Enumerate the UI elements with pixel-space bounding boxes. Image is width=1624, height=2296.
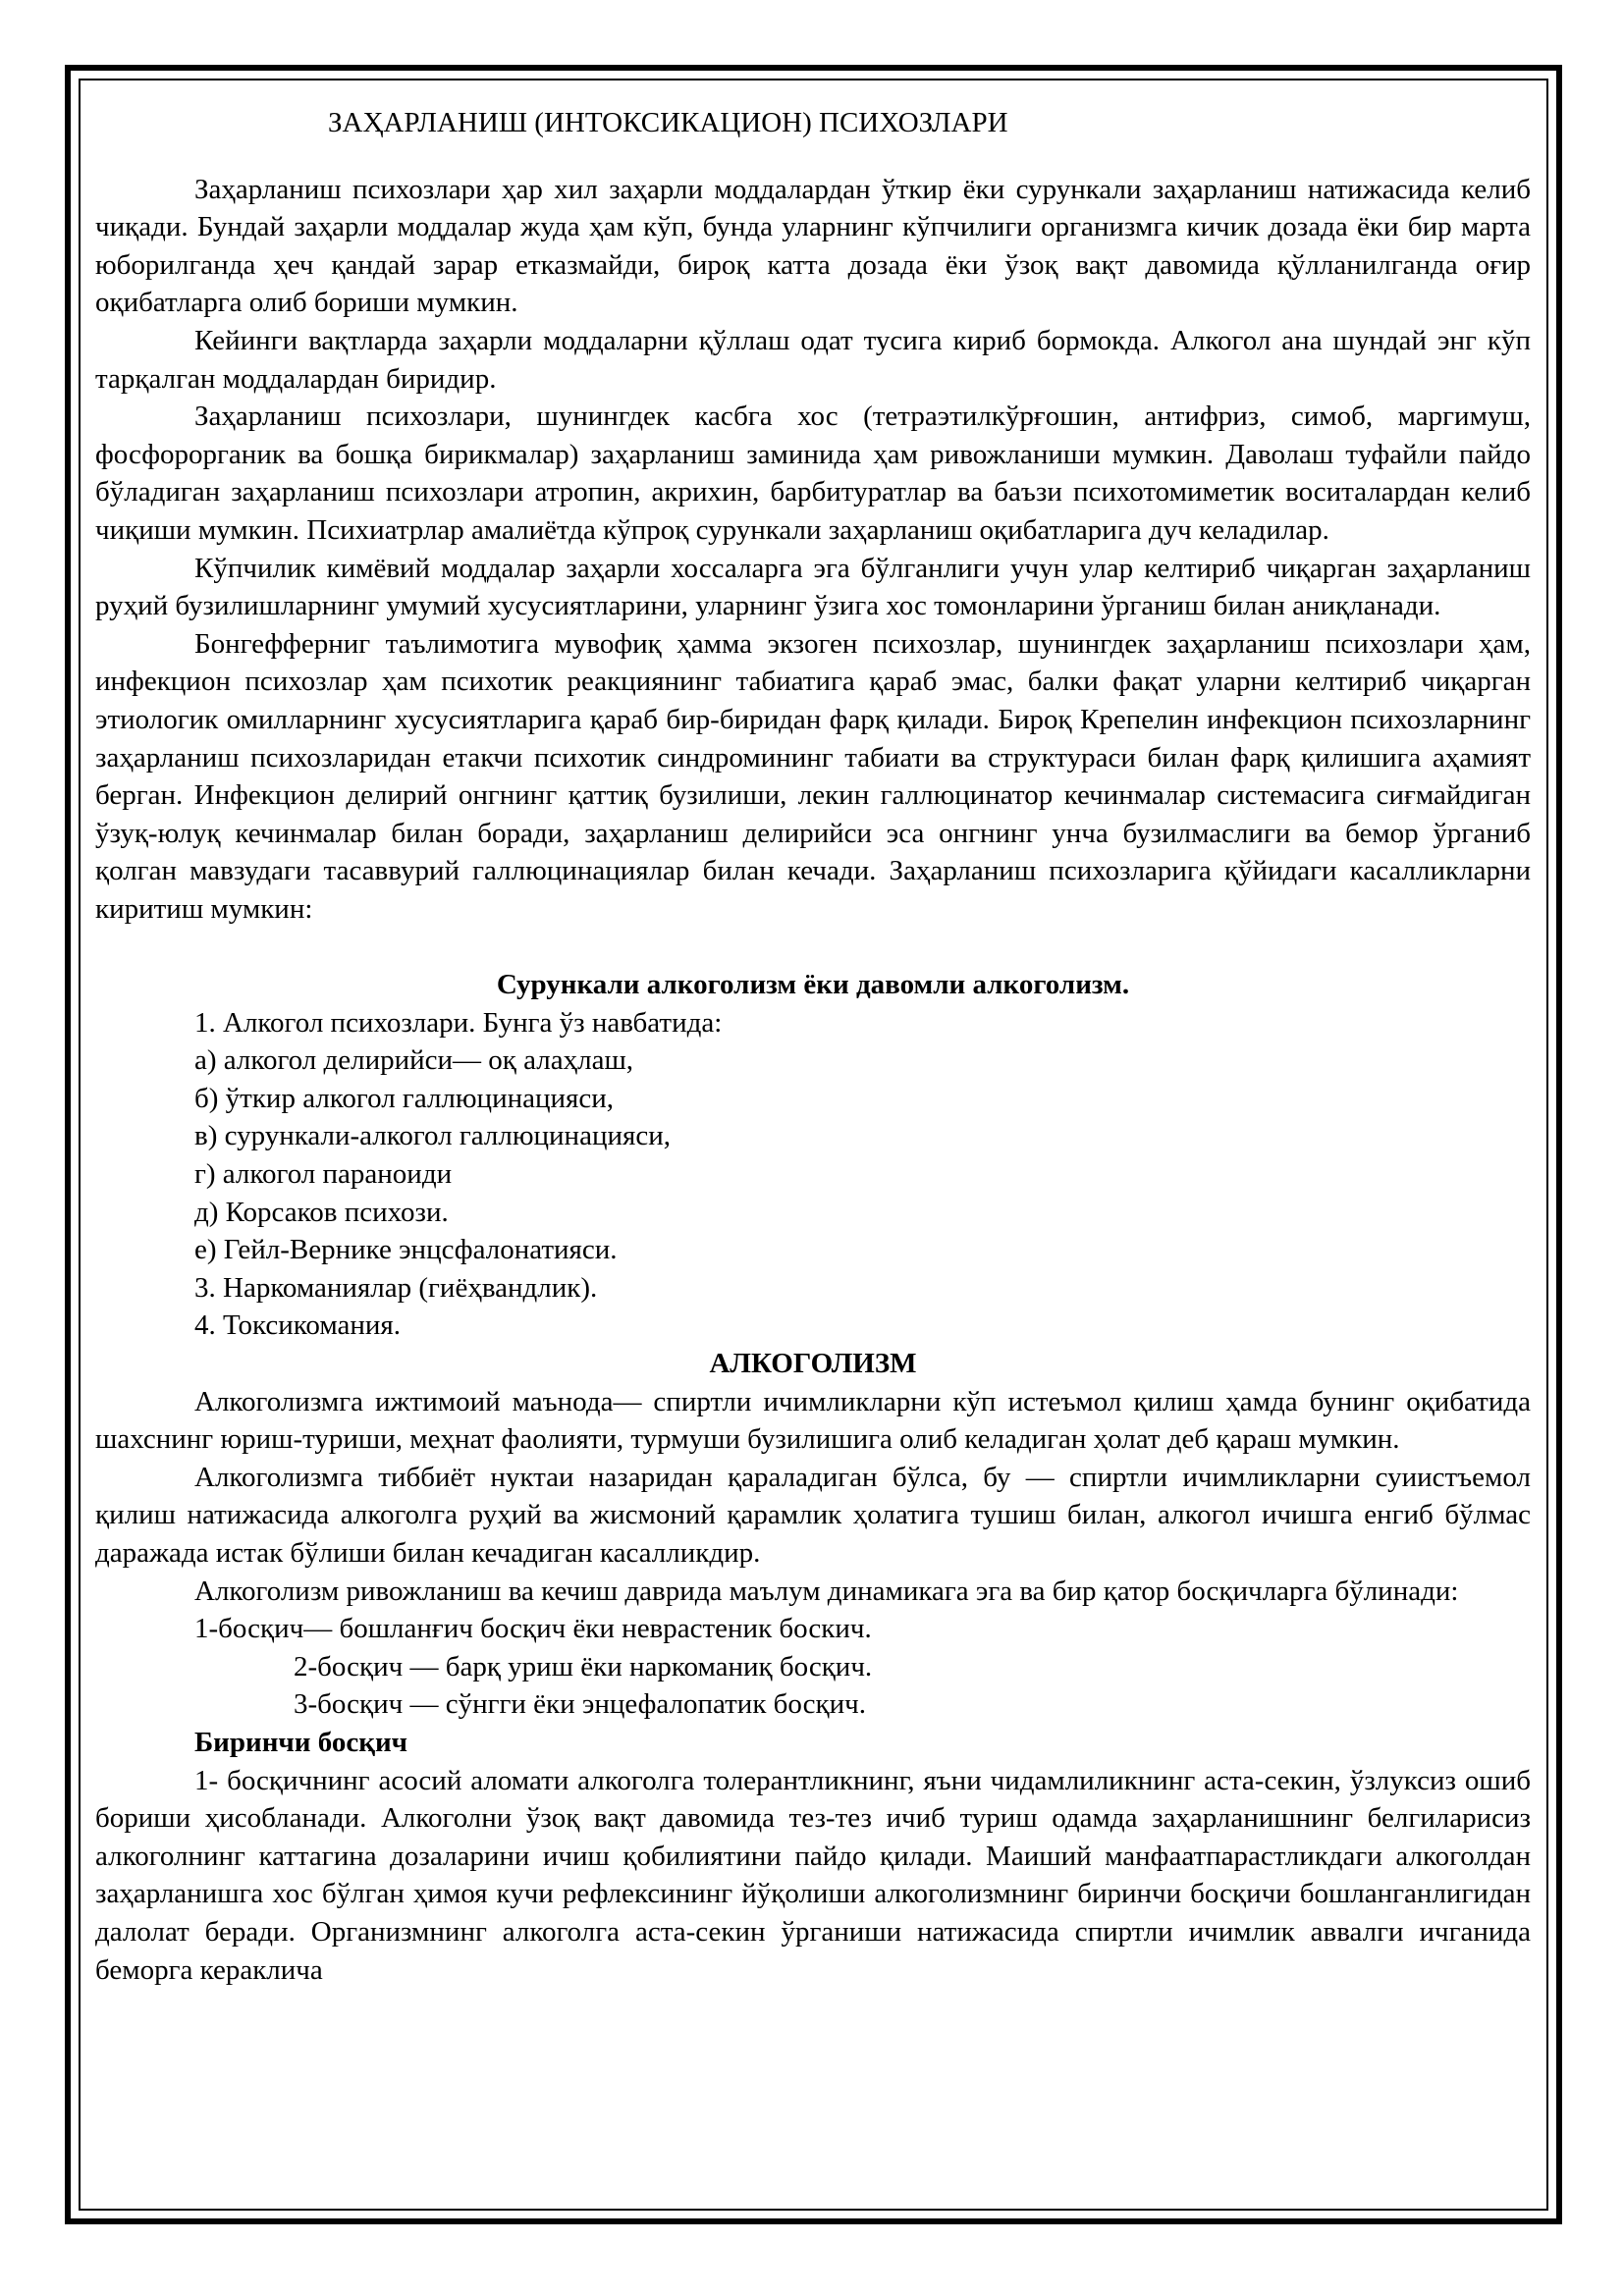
list-item: а) алкогол делирийси— оқ алаҳлаш, [194,1044,634,1077]
alcoholism-paragraph: Алкоголизм ривожланиш ва кечиш даврида маълум динамикага эга ва бир қатор босқичларга бўлинади: [194,1575,1459,1607]
alcoholism-paragraph: Алкоголизмга ижтимоий маънода— спиртли ичимликларни кўп истеъмол қилиш ҳамда бунинг оқибатида шахснинг юриш-туриши, меҳнат фаолияти, турмуши бузилишига олиб келадиган ҳолат деб қараш мумкин. [95,1385,1531,1456]
alcoholism-heading: АЛКОГОЛИЗМ [709,1348,917,1379]
document-body [95,104,1531,1989]
intro-paragraph: Кўпчилик кимёвий моддалар заҳарли хоссаларга эга бўлганлиги учун улар келтириб чиқарган заҳарланиш руҳий бузилишларнинг умумий хусусиятларини, уларнинг ўзига хос томонларини ўрганиш билан аниқланади. [95,552,1531,622]
list-item: 4. Токсикомания. [194,1309,402,1342]
first-stage-paragraph: 1- босқичнинг асосий аломати алкоголга толерантликнинг, яъни чидамлиликнинг аста-секин, ўзлуксиз ошиб бориши ҳисобланади. Алкоголни ўзоқ вақт давомида тез-тез ичиб туриш одамда заҳарланишнинг белгиларисиз алкоголнинг каттагина дозаларини ичиш қобилиятини пайдо қилади. Маиший манфаатпарастликдаги алкоголдан заҳарланишга хос бўлган ҳимоя кучи рефлексининг йўқолиши алкоголизмнинг биринчи босқичи бошланганлигидан далолат беради. Организмнинг алкоголга аста-секин ўрганиши натижасида спиртли ичимлик аввалги ичганида беморга кераклича [95,1764,1531,1986]
intro-paragraph: Бонгефферниг таълимотига мувофиқ ҳамма экзоген психозлар, шунингдек заҳарланиш психозлари ҳам, инфекцион психозлар ҳам психотик реакциянинг табиатига қараб эмас, балки фақат уларни келтириб чиқарган этиологик омилларнинг хусусиятларига қараб бир-биридан фарқ қилади. Бироқ Крепелин инфекцион психозларнинг заҳарланиш психозларидан етакчи психотик синдромининг табиати ва структураси билан фарқ қилишига аҳамият берган. Инфекцион делирий онгнинг қаттиқ бузилиши, лекин галлюцинатор кечинмалар системасига сиғмайдиган ўзуқ-юлуқ кечинмалар билан боради, заҳарланиш делирийси эса онгнинг унча бузилмаслиги ва бемор ўрганиб қолган мавзудаги тасаввурий галлюцинациялар билан кечади. Заҳарланиш психозларига қўйидаги касалликларни киритиш мумкин: [95,627,1531,925]
list-item: г) алкогол параноиди [194,1158,453,1191]
stage-item: 3-босқич — сўнгги ёки энцефалопатик босқич. [294,1688,866,1721]
list-item: б) ўткир алкогол галлюцинацияси, [194,1082,614,1114]
list-item: е) Гейл-Вернике энцсфалонатияси. [194,1234,618,1266]
document-title: ЗАҲАРЛАНИШ (ИНТОКСИКАЦИОН) ПСИХОЗЛАРИ [328,107,1008,138]
alcoholism-paragraph: Алкоголизмга тиббиёт нуктаи назаридан қараладиган бўлса, бу — спиртли ичимликларни суиистъемол қилиш натижасида алкоголга руҳий ва жисмоний қарамлик ҳолатига тушиш билан, алкогол ичишга енгиб бўлмас даражада истак бўлиши билан кечадиган касалликдир. [95,1461,1531,1569]
intro-paragraph: Заҳарланиш психозлари ҳар хил заҳарли моддалардан ўткир ёки сурункали заҳарланиш натижасида келиб чиқади. Бундай заҳарли моддалар жуда ҳам кўп, бунда уларнинг кўпчилиги организмга кичик дозада ёки бир марта юборилганда ҳеч қандай зарар етказмайди, бироқ катта дозада ёки ўзоқ вақт давомида қўлланилганда оғир оқибатларга олиб бориши мумкин. [95,173,1531,319]
list-item: 3. Наркоманиялар (гиёҳвандлик). [194,1271,598,1304]
stage-item: 2-босқич — барқ уриш ёки наркоманиқ босқич. [294,1650,873,1682]
list-item: д) Корсаков психози. [194,1196,449,1228]
first-stage-heading: Биринчи босқич [194,1726,408,1758]
intro-paragraph: Заҳарланиш психозлари, шунингдек касбга хос (тетраэтилкўрғошин, антифриз, симоб, маргимуш, фосфорорганик ва бошқа бирикмалар) заҳарланиш заминида ҳам ривожланиши мумкин. Даволаш туфайли пайдо бўладиган заҳарланиш психозлари атропин, акрихин, барбитуратлар ва баъзи психотомиметик воситалардан келиб чиқиши мумкин. Психиатрлар амалиётда кўпроқ сурункали заҳарланиш оқибатларига дуч келадилар. [95,400,1531,546]
list-item: 1. Алкогол психозлари. Бунга ўз навбатида: [194,1006,723,1039]
stage-item: 1-босқич— бошланғич босқич ёки неврастеник боскич. [194,1613,872,1645]
intro-paragraph: Кейинги вақтларда заҳарли моддаларни қўллаш одат тусига кириб бормокда. Алкогол ана шундай энг кўп тарқалган моддалардан биридир. [95,324,1531,395]
spacer [95,928,1531,966]
section-heading: Сурункали алкоголизм ёки давомли алкоголизм. [496,969,1130,1001]
list-item: в) сурункали-алкогол галлюцинацияси, [194,1120,671,1152]
